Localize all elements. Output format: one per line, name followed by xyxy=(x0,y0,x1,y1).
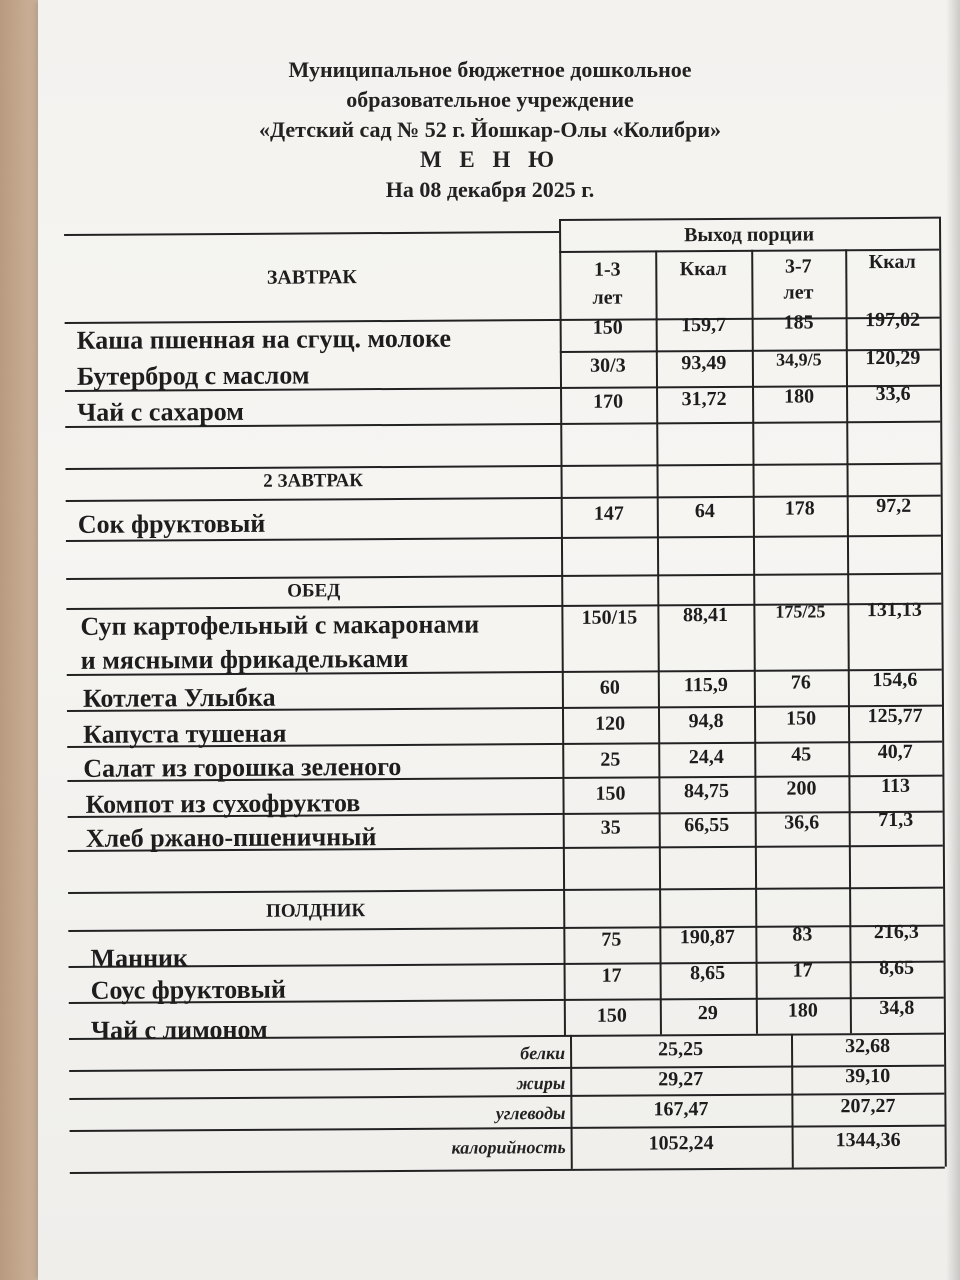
kcal-1-header: Ккал xyxy=(679,257,727,281)
row-line xyxy=(68,887,943,894)
kcal-1-3: 84,75 xyxy=(683,779,730,803)
kcal-1-3: 93,49 xyxy=(681,351,727,375)
kcal-1-3: 24,4 xyxy=(688,745,724,769)
dish-name: Каша пшенная на сгущ. молоке xyxy=(76,323,452,355)
kcal-3-7: 40,7 xyxy=(877,740,913,764)
portion-1-3: 150/15 xyxy=(581,606,638,629)
menu-date: На 08 декабря 2025 г. xyxy=(385,177,595,202)
portion-header: Выход порции xyxy=(684,223,815,247)
portion-3-7: 36,6 xyxy=(784,811,820,834)
dish-name: Соус фруктовый xyxy=(90,974,286,1005)
age-3-7-header: 3-7 xyxy=(784,255,812,278)
kcal-3-7: 120,29 xyxy=(865,346,921,370)
portion-3-7: 34,9/5 xyxy=(776,349,822,370)
kcal-3-7: 34,8 xyxy=(879,996,915,1020)
portion-3-7: 17 xyxy=(792,959,813,982)
portion-1-3: 30/3 xyxy=(590,354,626,377)
section-lunch: ОБЕД xyxy=(287,580,341,602)
portion-1-3: 150 xyxy=(595,782,626,805)
kcal-1-3: 66,55 xyxy=(684,813,730,837)
dish-name: Чай с сахаром xyxy=(77,396,245,427)
portion-3-7: 180 xyxy=(787,999,818,1022)
portion-3-7: 185 xyxy=(783,311,814,334)
kcal-1-3: 159,7 xyxy=(681,313,727,337)
nutr-calories-1-3: 1052,24 xyxy=(648,1132,714,1155)
kcal-1-3: 29 xyxy=(697,1002,718,1025)
dish-name: Сок фруктовый xyxy=(77,508,266,539)
dish-name: Суп картофельный с макаронами xyxy=(80,609,480,641)
dish-name: Чай с лимоном xyxy=(90,1014,268,1045)
nutr-protein-3-7: 32,68 xyxy=(844,1034,891,1058)
nutr-line-bottom xyxy=(70,1167,945,1174)
kcal-3-7: 71,3 xyxy=(878,808,914,832)
kcal-3-7: 8,65 xyxy=(879,956,915,980)
kcal-1-3: 94,8 xyxy=(688,709,724,733)
kcal-3-7: 97,2 xyxy=(876,494,912,518)
dish-name: Бутерброд с маслом xyxy=(76,360,310,391)
portion-1-3: 150 xyxy=(592,316,623,339)
nutr-label-protein: белки xyxy=(520,1042,566,1064)
kcal-1-3: 190,87 xyxy=(679,925,735,949)
nutr-label-calories: калорийность xyxy=(451,1136,566,1158)
document-header xyxy=(0,55,960,205)
nutr-fat-3-7: 39,10 xyxy=(845,1064,891,1088)
dish-name: Хлеб ржано-пшеничный xyxy=(85,822,377,853)
portion-1-3: 75 xyxy=(601,928,622,951)
nutr-calories-3-7: 1344,36 xyxy=(835,1128,901,1152)
age-1-3-unit: лет xyxy=(592,286,623,309)
kcal-1-3: 8,65 xyxy=(690,961,726,985)
age-1-3-header: 1-3 xyxy=(593,258,621,281)
portion-3-7: 76 xyxy=(790,671,811,694)
portion-1-3: 35 xyxy=(600,816,621,839)
kcal-1-3: 115,9 xyxy=(683,673,728,697)
portion-1-3: 147 xyxy=(593,502,624,525)
portion-3-7: 150 xyxy=(785,707,817,730)
nutr-fat-1-3: 29,27 xyxy=(658,1068,704,1091)
portion-1-3: 17 xyxy=(601,964,622,987)
portion-3-7: 45 xyxy=(791,743,812,766)
dish-name: Компот из сухофруктов xyxy=(85,788,361,819)
portion-1-3: 120 xyxy=(595,712,626,735)
kcal-3-7: 113 xyxy=(880,774,910,798)
section-snack: ПОЛДНИК xyxy=(266,900,366,922)
section-second-breakfast: 2 ЗАВТРАК xyxy=(263,470,364,492)
section-breakfast: ЗАВТРАК xyxy=(266,266,357,289)
portion-1-3: 25 xyxy=(600,748,621,771)
kcal-2-header: Ккал xyxy=(868,250,916,274)
menu-title: М Е Н Ю xyxy=(419,147,561,172)
portion-3-7: 83 xyxy=(792,923,813,946)
portion-1-3: 170 xyxy=(593,390,624,413)
dish-name-continued: и мясными фрикадельками xyxy=(80,643,409,675)
portion-1-3: 60 xyxy=(599,676,620,699)
institution-line-2: образовательное учреждение xyxy=(346,87,634,112)
table-top-line xyxy=(64,231,559,236)
nutr-label-fat: жиры xyxy=(516,1072,566,1094)
portion-3-7: 175/25 xyxy=(775,601,826,622)
portion-3-7: 180 xyxy=(784,385,815,408)
institution-line-1: Муниципальное бюджетное дошкольное xyxy=(288,57,692,82)
kcal-1-3: 88,41 xyxy=(682,603,728,627)
nutr-carbs-1-3: 167,47 xyxy=(653,1098,709,1121)
kcal-1-3: 31,72 xyxy=(681,387,727,411)
menu-table xyxy=(64,217,950,1182)
kcal-3-7: 197,02 xyxy=(865,308,921,332)
dish-name: Капуста тушеная xyxy=(83,718,287,749)
kcal-1-3: 64 xyxy=(694,500,715,523)
dish-name: Котлета Улыбка xyxy=(82,682,276,713)
kcal-3-7: 216,3 xyxy=(873,920,919,944)
institution-line-3: «Детский сад № 52 г. Йошкар-Олы «Колибри» xyxy=(258,117,722,142)
age-3-7-unit: лет xyxy=(783,281,814,304)
kcal-3-7: 154,6 xyxy=(872,668,918,692)
portion-3-7: 178 xyxy=(784,497,815,520)
nutr-protein-1-3: 25,25 xyxy=(657,1038,704,1061)
kcal-3-7: 131,13 xyxy=(866,598,922,622)
kcal-3-7: 125,77 xyxy=(867,704,923,728)
portion-3-7: 200 xyxy=(786,777,817,800)
portion-1-3: 150 xyxy=(596,1004,627,1027)
nutr-label-carbs: углеводы xyxy=(495,1102,566,1124)
dish-name: Манник xyxy=(90,943,189,973)
dish-name: Салат из горошка зеленого xyxy=(83,751,402,783)
kcal-3-7: 33,6 xyxy=(875,382,911,406)
nutr-carbs-3-7: 207,27 xyxy=(840,1094,896,1118)
